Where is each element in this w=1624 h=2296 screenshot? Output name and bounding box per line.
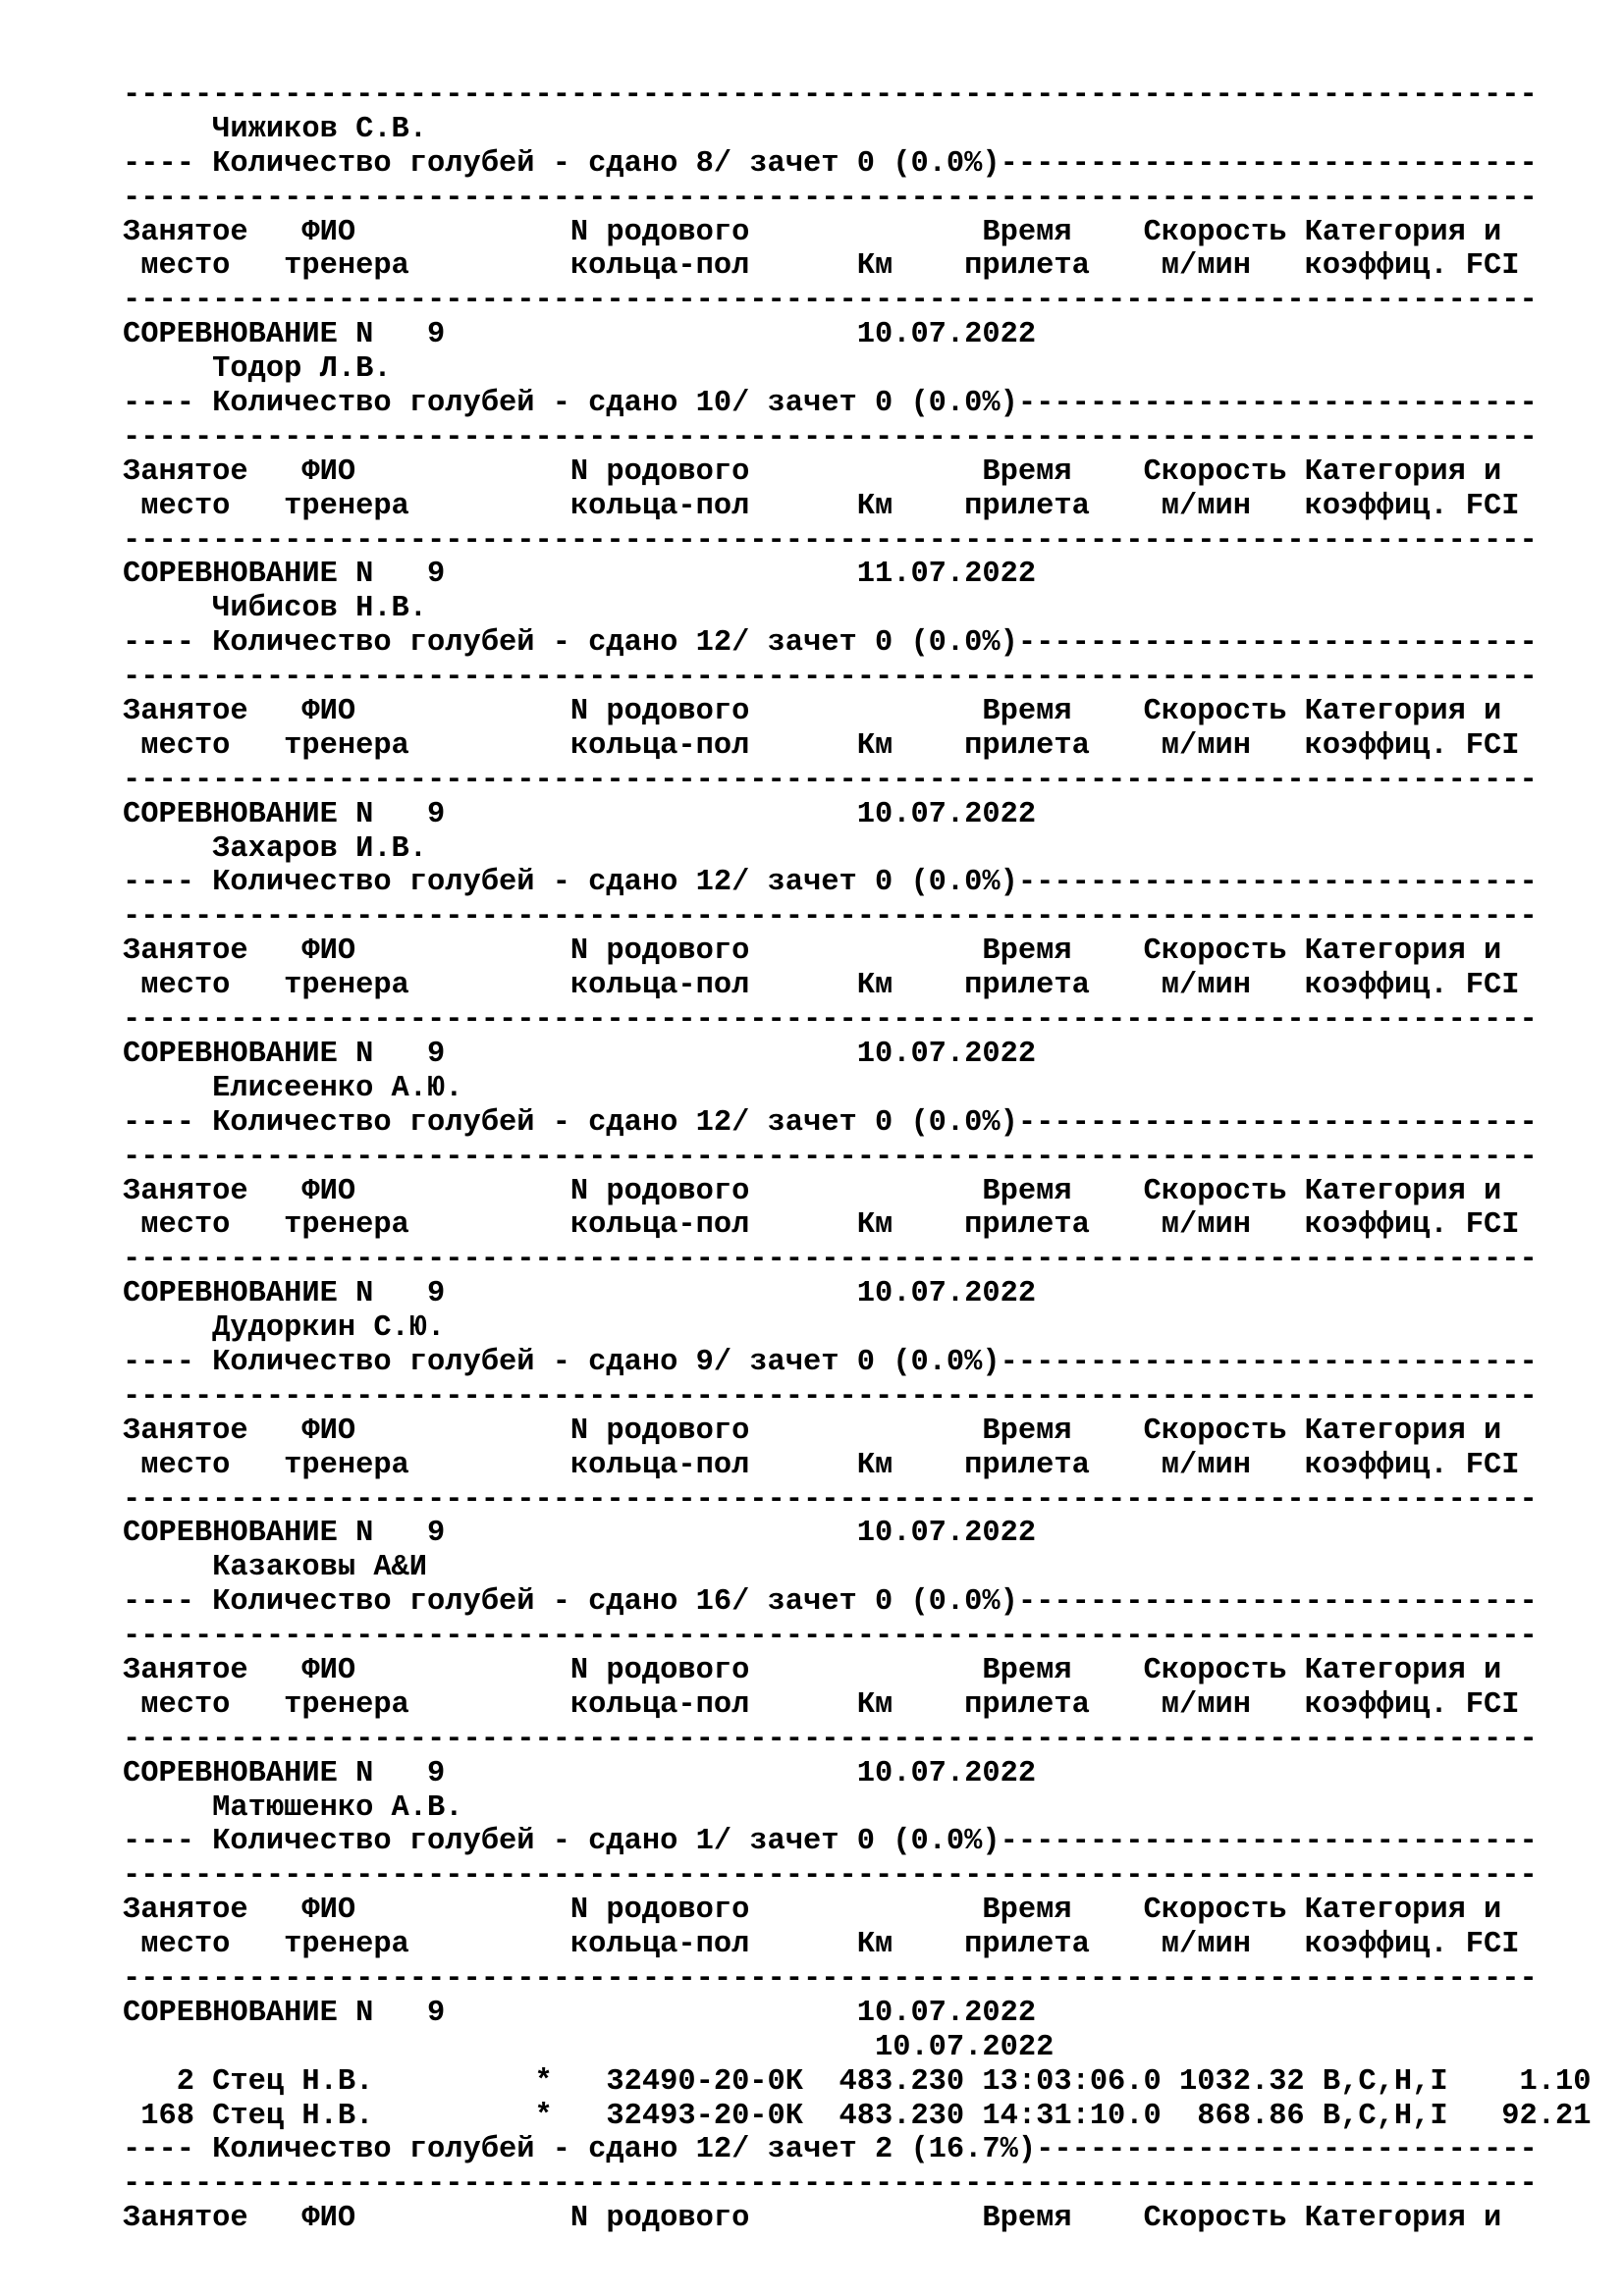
pigeon-count-line: ---- Количество голубей - сдано 1/ зачет 0 (0.0%)------------------------------ xyxy=(123,1825,1538,1859)
separator-line: ------------------------------------------------------------------------------- xyxy=(123,1140,1538,1174)
column-header-row-1: Занятое ФИО N родового Время Скорость Категория и xyxy=(123,454,1502,489)
pigeon-count-line: ---- Количество голубей - сдано 16/ зачет 0 (0.0%)----------------------------- xyxy=(123,1585,1538,1620)
separator-line: ------------------------------------------------------------------------------- xyxy=(123,1379,1538,1414)
trainer-name: Чижиков С.В. xyxy=(123,112,428,146)
separator-line: ------------------------------------------------------------------------------- xyxy=(123,661,1538,695)
competition-line: СОРЕВНОВАНИЕ N 9 10.07.2022 xyxy=(123,1277,1037,1311)
pigeon-count-line: ---- Количество голубей - сдано 10/ зачет 0 (0.0%)----------------------------- xyxy=(123,387,1538,421)
result-row: 2 Стец Н.В. * 32490-20-0К 483.230 13:03:06.0 1032.32 B,C,H,I 1.10 xyxy=(123,2064,1592,2099)
column-header-row-1: Занятое ФИО N родового Время Скорость Категория и xyxy=(123,1174,1502,1208)
separator-line: ------------------------------------------------------------------------------- xyxy=(123,1620,1538,1654)
result-row: 168 Стец Н.В. * 32493-20-0К 483.230 14:31:10.0 868.86 B,C,H,I 92.21 xyxy=(123,2099,1592,2133)
separator-line: ------------------------------------------------------------------------------- xyxy=(123,1243,1538,1277)
separator-line: ------------------------------------------------------------------------------- xyxy=(123,523,1538,558)
column-header-row-1: Занятое ФИО N родового Время Скорость Категория и xyxy=(123,1414,1502,1448)
separator-line: ------------------------------------------------------------------------------- xyxy=(123,420,1538,454)
competition-date-line: 10.07.2022 xyxy=(123,2030,1055,2064)
trainer-name: Дудоркин С.Ю. xyxy=(123,1311,446,1346)
separator-line: ------------------------------------------------------------------------------- xyxy=(123,1961,1538,1996)
pigeon-count-line: ---- Количество голубей - сдано 8/ зачет 0 (0.0%)------------------------------ xyxy=(123,146,1538,181)
pigeon-count-line: ---- Количество голубей - сдано 12/ зачет 2 (16.7%)---------------------------- xyxy=(123,2133,1538,2167)
report-sheet xyxy=(123,79,1596,2236)
competition-line: СОРЕВНОВАНИЕ N 9 10.07.2022 xyxy=(123,318,1037,352)
pigeon-count-line: ---- Количество голубей - сдано 12/ зачет 0 (0.0%)----------------------------- xyxy=(123,1105,1538,1140)
competition-line: СОРЕВНОВАНИЕ N 9 10.07.2022 xyxy=(123,1756,1037,1790)
competition-line: СОРЕВНОВАНИЕ N 9 10.07.2022 xyxy=(123,1517,1037,1551)
trainer-name: Казаковы А&И xyxy=(123,1551,428,1585)
pigeon-count-line: ---- Количество голубей - сдано 12/ зачет 0 (0.0%)----------------------------- xyxy=(123,866,1538,900)
separator-line: ------------------------------------------------------------------------------- xyxy=(123,1482,1538,1517)
separator-line: ------------------------------------------------------------------------------- xyxy=(123,900,1538,934)
pigeon-count-line: ---- Количество голубей - сдано 12/ зачет 0 (0.0%)----------------------------- xyxy=(123,626,1538,661)
competition-line: СОРЕВНОВАНИЕ N 9 10.07.2022 xyxy=(123,1037,1037,1071)
competition-line: СОРЕВНОВАНИЕ N 9 11.07.2022 xyxy=(123,558,1037,592)
separator-line: ------------------------------------------------------------------------------- xyxy=(123,181,1538,215)
pigeon-count-line: ---- Количество голубей - сдано 9/ зачет 0 (0.0%)------------------------------ xyxy=(123,1345,1538,1379)
column-header-row-2: место тренера кольца-пол Км прилета м/мин коэффиц. FCI xyxy=(123,969,1520,1003)
competition-line: СОРЕВНОВАНИЕ N 9 10.07.2022 xyxy=(123,797,1037,831)
trainer-name: Елисеенко А.Ю. xyxy=(123,1071,463,1105)
trainer-name: Матюшенко А.В. xyxy=(123,1790,463,1825)
trainer-name: Захаров И.В. xyxy=(123,831,428,866)
column-header-row-1: Занятое ФИО N родового Время Скорость Категория и xyxy=(123,695,1502,729)
separator-line: ------------------------------------------------------------------------------- xyxy=(123,1003,1538,1038)
column-header-row-1: Занятое ФИО N родового Время Скорость Категория и xyxy=(123,934,1502,969)
column-header-row-2: место тренера кольца-пол Км прилета м/мин коэффиц. FCI xyxy=(123,1687,1520,1722)
column-header-row-2: место тренера кольца-пол Км прилета м/мин коэффиц. FCI xyxy=(123,728,1520,763)
column-header-row-2: место тренера кольца-пол Км прилета м/мин коэффиц. FCI xyxy=(123,249,1520,284)
column-header-row-2: место тренера кольца-пол Км прилета м/мин коэффиц. FCI xyxy=(123,1928,1520,1962)
column-header-row-1: Занятое ФИО N родового Время Скорость Категория и xyxy=(123,1894,1502,1928)
column-header-row-1: Занятое ФИО N родового Время Скорость Категория и xyxy=(123,1653,1502,1687)
competition-line: СОРЕВНОВАНИЕ N 9 10.07.2022 xyxy=(123,1996,1037,2030)
separator-line: ------------------------------------------------------------------------------- xyxy=(123,2167,1538,2202)
trainer-name: Тодор Л.В. xyxy=(123,352,392,387)
separator-line: ------------------------------------------------------------------------------- xyxy=(123,79,1538,112)
separator-line: ------------------------------------------------------------------------------- xyxy=(123,284,1538,318)
column-header-row-2: место тренера кольца-пол Км прилета м/мин коэффиц. FCI xyxy=(123,1208,1520,1243)
column-header-row-1: Занятое ФИО N родового Время Скорость Категория и xyxy=(123,215,1502,249)
trainer-name: Чибисов Н.В. xyxy=(123,592,428,626)
column-header-row-2: место тренера кольца-пол Км прилета м/мин коэффиц. FCI xyxy=(123,1448,1520,1482)
column-header-row-1: Занятое ФИО N родового Время Скорость Категория и xyxy=(123,2202,1502,2236)
separator-line: ------------------------------------------------------------------------------- xyxy=(123,1722,1538,1756)
column-header-row-2: место тренера кольца-пол Км прилета м/мин коэффиц. FCI xyxy=(123,489,1520,523)
separator-line: ------------------------------------------------------------------------------- xyxy=(123,763,1538,797)
separator-line: ------------------------------------------------------------------------------- xyxy=(123,1859,1538,1894)
